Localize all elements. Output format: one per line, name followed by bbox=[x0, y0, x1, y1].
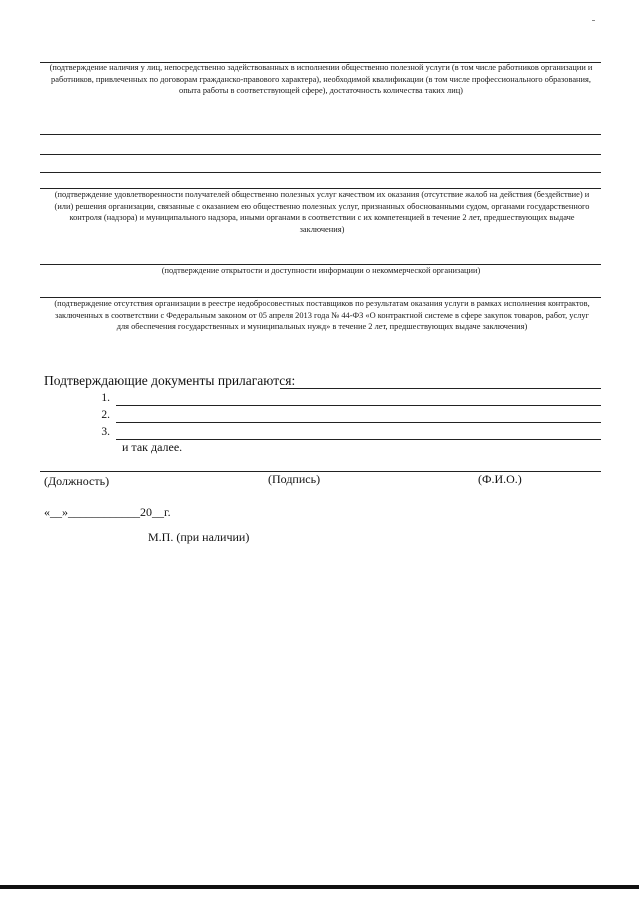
attachment-number-3: 3. bbox=[101, 426, 110, 438]
attachment-number-2: 2. bbox=[101, 409, 110, 421]
signature-label: (Подпись) bbox=[268, 472, 321, 486]
blank-line-1[interactable] bbox=[40, 134, 601, 135]
date-open-quote: « bbox=[44, 505, 50, 519]
attachment-line-3[interactable] bbox=[116, 439, 601, 440]
stamp-label: М.П. (при наличии) bbox=[148, 530, 250, 544]
openness-caption: (подтверждение открытости и доступности информации о некоммерческой организации) bbox=[161, 266, 481, 275]
satisfaction-caption: (подтверждение удовлетворенности получателей общественно полезных услуг качеством их оказания (отсутствие жалоб на действия (бездействие) и (или) решения организации, связанные с оказанием ею общественно полезных услуг, признанных обоснованными судом, органами государственного контроля (надзора) и муниципального надзора, иными органами в соответствии с их компетенцией в течение 2 лет, предшествующих выдаче заключения) bbox=[54, 190, 590, 234]
name-label: (Ф.И.О.) bbox=[478, 472, 522, 486]
attachments-etc: и так далее. bbox=[122, 440, 183, 454]
registry-caption: (подтверждение отсутствия организации в реестре недобросовестных поставщиков по результатам оказания услуги в рамках исполнения контрактов, заключенных в соответствии с Федеральным законом от 05 апреля 2013 года № 44-ФЗ «О контрактной системе в сфере закупок товаров, работ, услуг для обеспечения государственных и муниципальных нужд» в течение 2 лет, предшествующих выдаче заключения) bbox=[54, 299, 590, 332]
date-year-suffix: г. bbox=[164, 505, 171, 519]
attachment-line-1[interactable] bbox=[116, 405, 601, 406]
position-label: (Должность) bbox=[44, 474, 110, 488]
scan-bottom-border bbox=[0, 885, 639, 889]
date-close-quote: » bbox=[62, 505, 68, 519]
attachment-number-1: 1. bbox=[101, 392, 110, 404]
blank-line-2[interactable] bbox=[40, 154, 601, 155]
date-month-blank[interactable]: ____________ bbox=[68, 505, 140, 519]
date-day-blank[interactable]: __ bbox=[50, 505, 62, 519]
date-year-blank[interactable]: __ bbox=[152, 505, 164, 519]
attachments-heading: Подтверждающие документы прилагаются: bbox=[44, 373, 296, 388]
blank-line-3[interactable] bbox=[40, 172, 601, 173]
scan-mark bbox=[592, 20, 595, 21]
date-field[interactable] bbox=[44, 505, 171, 519]
attachments-heading-line[interactable] bbox=[280, 388, 601, 389]
date-year-prefix: 20 bbox=[140, 505, 152, 519]
attachment-line-2[interactable] bbox=[116, 422, 601, 423]
staff-caption: (подтверждение наличия у лиц, непосредственно задействованных в исполнении общественно полезной услуги (в том числе работников организации и работников, привлеченных по договорам гражданско-правового характера), необходимой квалификации (в том числе профессионального образования, опыта работы в соответствующей сфере), достаточность количества таких лиц) bbox=[49, 63, 593, 96]
